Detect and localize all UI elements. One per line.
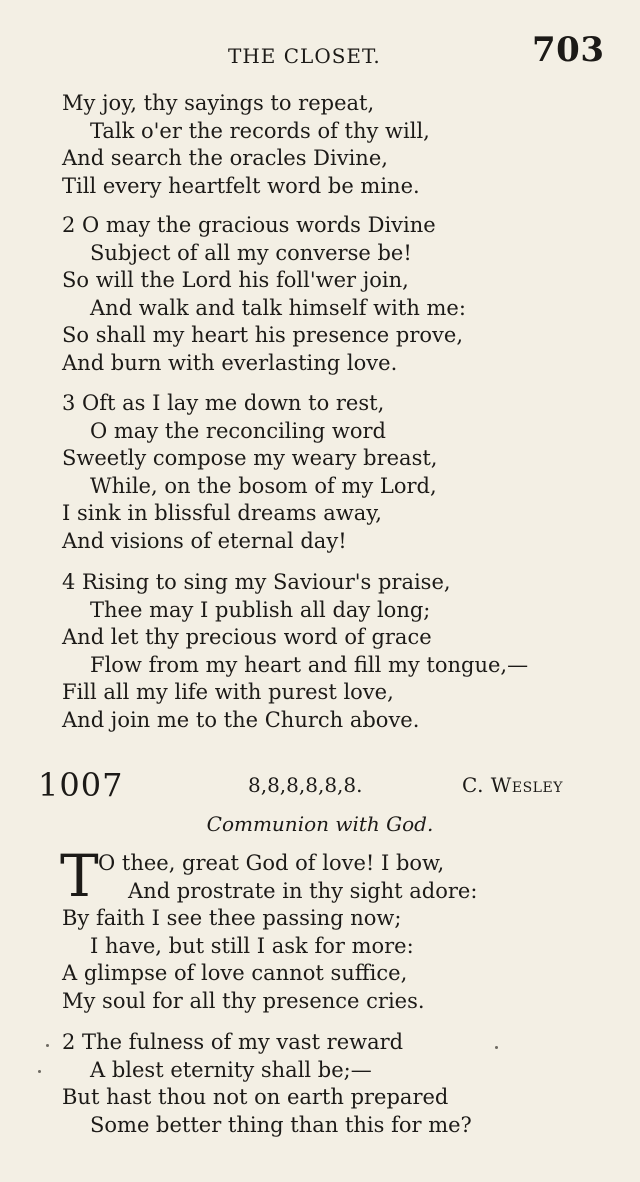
- verse-line: And join me to the Church above.: [62, 707, 420, 732]
- stanza-1007-1: [62, 850, 622, 1016]
- hymn-subtitle: Communion with God.: [206, 812, 434, 836]
- verse-line: So will the Lord his foll'wer join,: [62, 268, 409, 293]
- verse-line: I have, but still I ask for more:: [90, 933, 414, 958]
- stanza-3: [62, 390, 622, 556]
- stanza-1007-2: [62, 1029, 622, 1139]
- drop-cap: T: [60, 842, 99, 910]
- verse-line: 2 O may the gracious words Divine: [62, 213, 436, 237]
- stanza-2: [62, 212, 622, 378]
- verse-line: And let thy precious word of grace: [62, 625, 432, 650]
- verse-line: A blest eternity shall be;—: [90, 1057, 372, 1082]
- verse-line: O thee, great God of love! I bow,: [98, 851, 445, 875]
- verse-line: My joy, thy sayings to repeat,: [62, 91, 375, 115]
- verse-line: I sink in blissful dreams away,: [62, 501, 382, 526]
- verse-line: Fill all my life with purest love,: [62, 680, 394, 705]
- verse-line: While, on the bosom of my Lord,: [90, 473, 437, 498]
- verse-line: A glimpse of love cannot suffice,: [62, 961, 408, 986]
- verse-line: Flow from my heart and fill my tongue,—: [90, 652, 529, 677]
- verse-line: And burn with everlasting love.: [62, 350, 398, 375]
- verse-line: Sweetly compose my weary breast,: [62, 446, 438, 471]
- verse-line: 3 Oft as I lay me down to rest,: [62, 391, 385, 415]
- running-title: THE CLOSET.: [228, 44, 381, 68]
- verse-line: Till every heartfelt word be mine.: [62, 173, 420, 198]
- verse-line: Talk o'er the records of thy will,: [90, 118, 430, 143]
- verse-line: By faith I see thee passing now;: [62, 906, 402, 931]
- verse-line: So shall my heart his presence prove,: [62, 323, 463, 348]
- verse-line: But hast thou not on earth prepared: [62, 1085, 449, 1110]
- verse-line: And visions of eternal day!: [62, 528, 347, 553]
- verse-line: 2 The fulness of my vast reward: [62, 1030, 404, 1054]
- hymn-meter: 8,8,8,8,8,8.: [248, 773, 363, 797]
- verse-line: And search the oracles Divine,: [62, 146, 388, 171]
- stanza-1: [62, 90, 622, 200]
- hymn-author: C. Wesley: [462, 773, 563, 797]
- page-number: 703: [532, 30, 605, 70]
- verse-line: My soul for all thy presence cries.: [62, 988, 425, 1013]
- verse-line: Some better thing than this for me?: [90, 1112, 472, 1137]
- verse-line: 4 Rising to sing my Saviour's praise,: [62, 570, 451, 594]
- verse-line: Thee may I publish all day long;: [90, 597, 431, 622]
- verse-line: O may the reconciling word: [90, 418, 386, 443]
- hymn-number: 1007: [38, 766, 124, 804]
- verse-line: And walk and talk himself with me:: [90, 295, 466, 320]
- verse-line: Subject of all my converse be!: [90, 240, 412, 265]
- verse-line: And prostrate in thy sight adore:: [128, 878, 478, 903]
- stanza-4: [62, 569, 622, 735]
- print-speck: [38, 1070, 41, 1073]
- print-speck: [46, 1044, 49, 1047]
- print-speck: [495, 1046, 498, 1049]
- page-header: [0, 30, 640, 80]
